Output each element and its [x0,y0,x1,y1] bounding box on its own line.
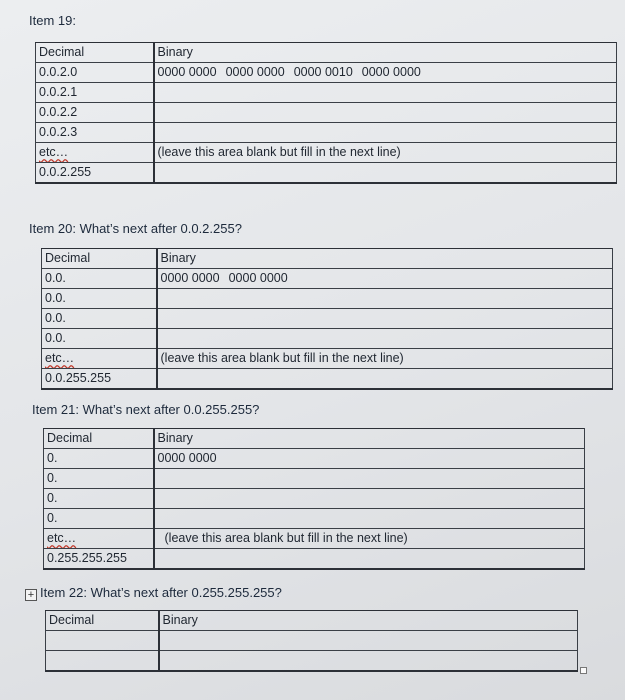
decimal-cell[interactable]: 0. [44,469,154,489]
etc-text: etc… [47,531,77,545]
decimal-header: Decimal [36,43,154,63]
binary-octet: 0000 0000 [157,451,217,465]
decimal-cell[interactable]: 0.0.2.3 [36,123,154,143]
etc-text: etc… [39,145,69,159]
table-row [44,449,585,469]
decimal-cell[interactable]: 0.0. [42,289,157,309]
binary-cell[interactable] [154,549,585,570]
binary-cell[interactable] [154,103,617,123]
binary-octet: 0000 0000 [228,271,288,285]
table-row [36,103,617,123]
binary-octet: 0000 0000 [160,271,220,285]
decimal-cell[interactable] [44,529,154,549]
table-row [44,509,585,529]
table-row [36,83,617,103]
table-row [42,329,613,349]
binary-cell[interactable] [154,63,617,83]
binary-cell[interactable] [157,269,613,289]
table-row [42,269,613,289]
decimal-header: Decimal [44,429,154,449]
binary-cell[interactable] [157,369,613,390]
decimal-cell[interactable]: 0.0.255.255 [42,369,157,390]
binary-cell[interactable] [157,309,613,329]
note-cell: (leave this area blank but fill in the next line) [157,349,613,369]
item-19-table [35,42,617,184]
binary-octet: 0000 0000 [361,65,421,79]
item-21-heading: Item 21: What’s next after 0.0.255.255? [32,402,260,417]
binary-cell[interactable] [157,289,613,309]
decimal-cell[interactable]: 0. [44,489,154,509]
decimal-cell[interactable]: 0.0. [42,329,157,349]
table-row [42,289,613,309]
table-row [42,349,613,369]
table-row [44,549,585,570]
item-22-table [45,610,578,672]
binary-cell[interactable] [154,83,617,103]
binary-cell[interactable] [154,449,585,469]
decimal-cell[interactable] [36,143,154,163]
table-header-row [46,611,578,631]
decimal-cell[interactable] [46,631,159,651]
decimal-cell[interactable] [46,651,159,672]
table-row [44,489,585,509]
decimal-header: Decimal [46,611,159,631]
binary-header: Binary [154,43,617,63]
decimal-cell[interactable]: 0.255.255.255 [44,549,154,570]
decimal-cell[interactable]: 0.0.2.255 [36,163,154,184]
note-cell: (leave this area blank but fill in the next line) [154,529,585,549]
table-row [36,63,617,83]
binary-octet: 0000 0010 [293,65,353,79]
item-22-heading: Item 22: What’s next after 0.255.255.255? [40,585,282,600]
binary-cell[interactable] [159,631,578,651]
binary-cell[interactable] [154,489,585,509]
decimal-cell[interactable]: 0. [44,509,154,529]
binary-octet: 0000 0000 [225,65,285,79]
table-row [36,143,617,163]
table-row [36,163,617,184]
table-row [36,123,617,143]
decimal-cell[interactable]: 0.0. [42,269,157,289]
binary-octet: 0000 0000 [157,65,217,79]
decimal-cell[interactable]: 0. [44,449,154,469]
decimal-cell[interactable]: 0.0.2.0 [36,63,154,83]
item-20-table [41,248,613,390]
binary-cell[interactable] [157,329,613,349]
table-header-row [36,43,617,63]
item-19-heading: Item 19: [29,13,76,28]
binary-header: Binary [159,611,578,631]
binary-header: Binary [157,249,613,269]
binary-cell[interactable] [154,509,585,529]
table-header-row [44,429,585,449]
decimal-cell[interactable]: 0.0.2.2 [36,103,154,123]
note-cell: (leave this area blank but fill in the next line) [154,143,617,163]
binary-cell[interactable] [154,163,617,184]
etc-text: etc… [45,351,75,365]
table-row [44,469,585,489]
table-row [44,529,585,549]
binary-header: Binary [154,429,585,449]
binary-cell[interactable] [154,469,585,489]
table-resize-handle-icon[interactable] [580,667,587,674]
decimal-cell[interactable]: 0.0.2.1 [36,83,154,103]
table-row [42,369,613,390]
binary-cell[interactable] [154,123,617,143]
item-20-heading: Item 20: What’s next after 0.0.2.255? [29,221,242,236]
decimal-header: Decimal [42,249,157,269]
table-row [42,309,613,329]
decimal-cell[interactable] [42,349,157,369]
binary-cell[interactable] [159,651,578,672]
item-21-table [43,428,585,570]
decimal-cell[interactable]: 0.0. [42,309,157,329]
table-move-handle-icon[interactable]: + [25,589,37,601]
table-row [46,631,578,651]
table-row [46,651,578,672]
table-header-row [42,249,613,269]
